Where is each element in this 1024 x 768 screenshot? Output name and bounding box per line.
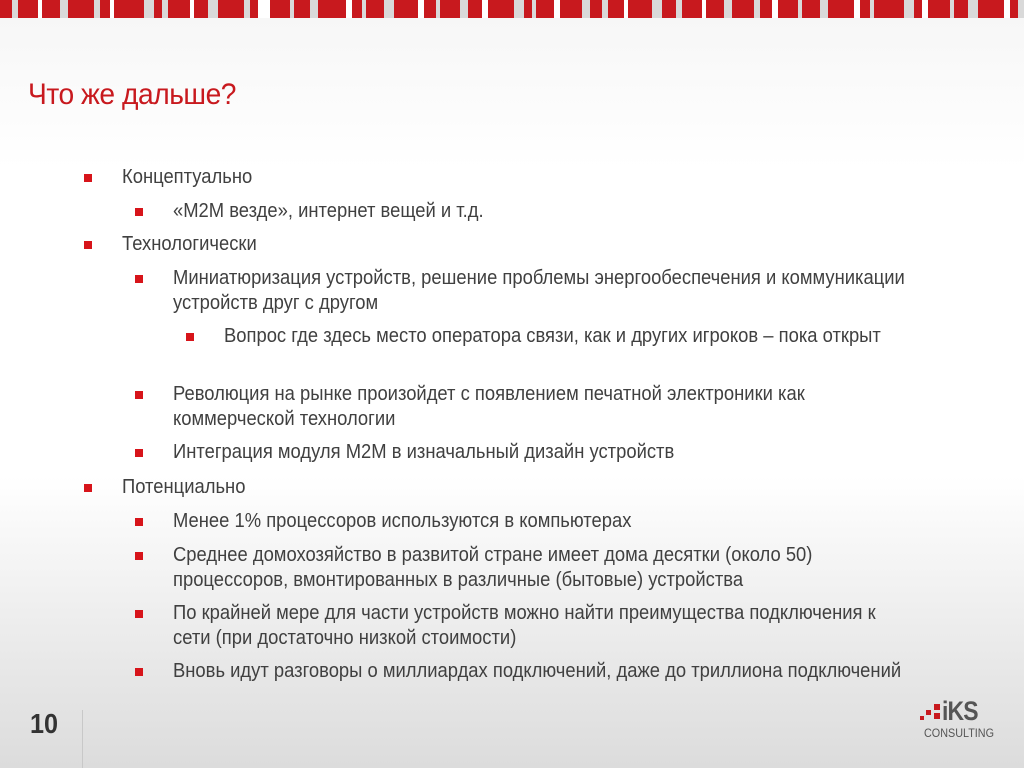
- bullet-marker: [135, 552, 143, 560]
- logo-subtitle: CONSULTING: [924, 726, 995, 740]
- bullet-item: Миниатюризация устройств, решение проблемы энергообеспечения и коммуникации устройств друг с другом: [173, 267, 905, 314]
- bullet-marker: [84, 241, 92, 249]
- logo-square-icon: [934, 713, 940, 719]
- logo-square-icon: [934, 704, 940, 710]
- slide-title: Что же дальше?: [28, 78, 237, 111]
- bullet-marker: [135, 668, 143, 676]
- iks-consulting-logo: [920, 696, 1000, 746]
- logo-square-icon: [926, 710, 931, 715]
- bullet-item: Вопрос где здесь место оператора связи, как и других игроков – пока открыт: [224, 325, 881, 347]
- bullet-marker: [135, 449, 143, 457]
- bullet-marker: [135, 610, 143, 618]
- bullet-item: Интеграция модуля M2M в изначальный дизайн устройств: [173, 441, 675, 463]
- bullet-marker: [84, 484, 92, 492]
- footer-divider: [82, 710, 83, 768]
- bullet-item: Революция на рынке произойдет с появлением печатной электроники как коммерческой технологии: [173, 383, 805, 430]
- bullet-marker: [135, 518, 143, 526]
- bullet-item: Концептуально: [122, 166, 253, 188]
- logo-square-icon: [920, 716, 924, 720]
- logo-wordmark: iKS: [942, 696, 978, 726]
- bullet-marker: [135, 208, 143, 216]
- bullet-item: Потенциально: [122, 476, 246, 498]
- bullet-item: Вновь идут разговоры о миллиардах подключений, даже до триллиона подключений: [173, 660, 902, 682]
- page-number: 10: [30, 708, 59, 739]
- bullet-item: Менее 1% процессоров используются в компьютерах: [173, 510, 632, 532]
- bullet-item: По крайней мере для части устройств можно найти преимущества подключения к сети (при достаточно низкой стоимости): [173, 602, 876, 649]
- bullet-marker: [186, 333, 194, 341]
- bullet-marker: [84, 174, 92, 182]
- bullet-item: Технологически: [122, 233, 257, 255]
- bullet-marker: [135, 275, 143, 283]
- bullet-item: «M2M везде», интернет вещей и т.д.: [173, 200, 484, 222]
- bullet-item: Среднее домохозяйство в развитой стране имеет дома десятки (около 50) процессоров, вмонтированных в различные (бытовые) устройства: [173, 544, 813, 591]
- bullet-marker: [135, 391, 143, 399]
